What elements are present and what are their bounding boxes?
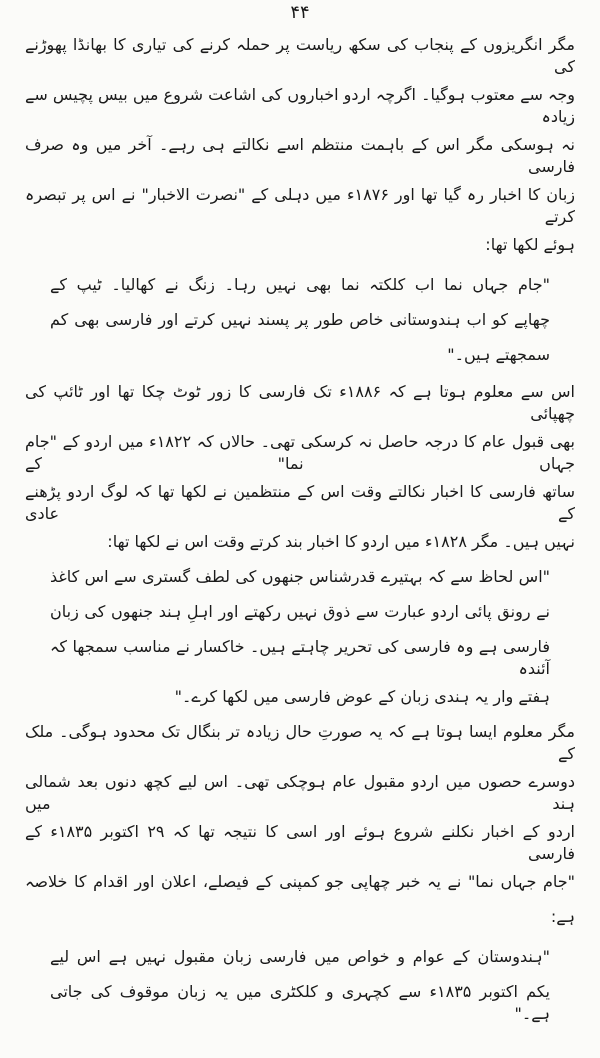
page-number: ۴۴: [290, 2, 310, 23]
text-line: زبان کا اخبار رہ گیا تھا اور ۱۸۷۶ء میں دہلی کے "نصرت الاخبار" نے اس پر تبصرہ کرتے: [25, 185, 576, 226]
quote-line: نے رونق پائی اردو عبارت سے ذوق نہیں رکھتے اور اہلِ ہند جنھوں کی زبان: [50, 602, 550, 621]
quote-line: یکم اکتوبر ۱۸۳۵ء سے کچہری و کلکٹری میں یہ زبان موقوف کی جاتی ہے۔": [50, 982, 551, 1023]
block-quote-3: [25, 940, 575, 1025]
block-quote-1: [25, 268, 575, 373]
text-line: وجہ سے معتوب ہوگیا۔ اگرچہ اردو اخباروں کی اشاعت شروع میں بیس پچیس سے زیادہ: [25, 85, 575, 126]
quote-line: "ہندوستان کے عوام و خواص میں فارسی زبان مقبول نہیں ہے اس لیے: [50, 947, 550, 966]
text-line: اس سے معلوم ہوتا ہے کہ ۱۸۸۶ء تک فارسی کا زور ٹوٹ چکا تھا اور ٹائپ کی چھپائی: [25, 382, 575, 423]
text-line: نہ ہوسکی مگر اس کے باہمت منتظم اسے نکالتے ہی رہے۔ آخر میں وہ صرف فارسی: [25, 135, 575, 176]
text-line: "جام جہاں نما" نے یہ خبر چھاپی جو کمپنی کے فیصلے، اعلان اور اقدام کا خلاصہ: [25, 872, 575, 891]
quote-line: ہفتے وار یہ ہندی زبان کے عوض فارسی میں لکھا کرے۔": [174, 687, 550, 706]
text-line: مگر انگریزوں کے پنجاب کی سکھ ریاست پر حملہ کرنے کی تیاری کا بھانڈا پھوڑنے کی: [25, 35, 575, 76]
text-line: ہے:: [550, 907, 575, 926]
paragraph-3: [25, 715, 575, 935]
quote-line: "جام جہاں نما اب کلکتہ نما بھی نہیں رہا۔ زنگ نے کھالیا۔ ٹیپ کے: [50, 275, 550, 294]
block-quote-2: [25, 560, 575, 715]
quote-line: "اس لحاظ سے کہ بہتیرے قدرشناس جنھوں کی لطف گستری سے اس کاغذ: [50, 567, 550, 586]
paragraph-1: [25, 28, 575, 263]
text-line: ساتھ فارسی کا اخبار نکالتے وقت اس کے منتظمین نے لکھا تھا کہ لوگ اردو پڑھنے کے عادی: [25, 482, 575, 523]
text-line: بھی قبول عام کا درجہ حاصل نہ کرسکی تھی۔ حالاں کہ ۱۸۲۲ء میں اردو کے "جام جہاں نما" کے: [25, 432, 575, 473]
quote-line: فارسی ہے وہ فارسی کی تحریر چاہتے ہیں۔ خاکسار نے مناسب سمجھا کہ آئندہ: [50, 637, 550, 678]
text-line: دوسرے حصوں میں اردو مقبول عام ہوچکی تھی۔ اس لیے کچھ دنوں بعد شمالی ہند میں: [25, 772, 575, 813]
paragraph-2: [25, 375, 575, 560]
text-line: اردو کے اخبار نکلنے شروع ہوئے اور اسی کا نتیجہ تھا کہ ۲۹ اکتوبر ۱۸۳۵ء کے فارسی: [25, 822, 576, 863]
text-line: ہوئے لکھا تھا:: [485, 235, 575, 254]
text-line: مگر معلوم ایسا ہوتا ہے کہ یہ صورتِ حال زیادہ تر بنگال تک محدود ہوگی۔ ملک کے: [25, 722, 575, 763]
quote-line: سمجھتے ہیں۔": [447, 345, 550, 364]
text-line: نہیں ہیں۔ مگر ۱۸۲۸ء میں اردو کا اخبار بند کرتے وقت اس نے لکھا تھا:: [107, 532, 575, 551]
quote-line: چھاپے کو اب ہندوستانی خاص طور پر پسند نہیں کرتے اور فارسی بھی کم: [50, 310, 550, 329]
